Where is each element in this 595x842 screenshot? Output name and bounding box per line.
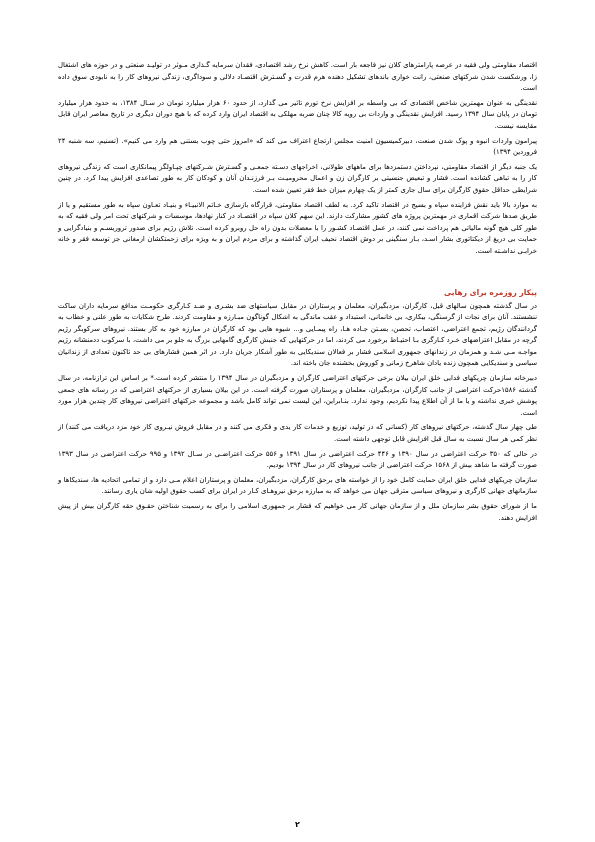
paragraph: پیرامون واردات انبوه و پوک شدن صنعت، دبیرکمیسیون امنیت مجلس ارتجاع اعتراف می کند که «امروز حتی چوب بستنی هم وارد می کنیم». (تسنیم، سه شنبه ۲۴ فروردین ۱۳۹۴) [58, 136, 537, 157]
struggle-section [58, 287, 537, 525]
paragraph: سازمان چریکهای فدایی خلق ایران حمایت کامل خود را از خواسته های برحق کارگران، مزدبگیران، معلمان و پرستاران اعلام مـی دارد و از تمامی اتحادیه ها، سندیکاها و سازمانهای جهانی کارگری و نیروهای سیاسی مترقی جهان می خواهد که به مبارزه برحق نیروهـای کـار در ایران برای کسب حقوق اولیه شان یاری رسانند. [58, 475, 537, 496]
economy-section [58, 60, 537, 258]
paragraph: اقتصاد مقاومتی ولی فقیه در عرصه پارامترهای کلان نیز فاجعه بار است. کاهش نرخ رشد اقتصادی، فقدان سرمایه گـذاری مـوثر در تولیـد صنعتی و در حوزه های اشتغال زا، ورشکست شدن شرکتهای صنعتی، رانت خواری باندهای تشکیل دهنده هرم قدرت و گسـترش اقتصـاد دلالی و سوداگری، زندگی نیروهای کار را به نابودی سوق داده است. [58, 61, 537, 93]
section-spacer [58, 261, 537, 277]
page-number: ۲ [295, 820, 300, 829]
paragraph: در سال گذشته همچون سالهای قبل، کارگران، مزدبگیران، معلمان و پرستاران در مقابل سیاستهای ضد بشـری و ضـد کـارگری حکومـت مدافع سرمایه داران ساکت ننشستند. آنان برای نجات از گرسنگی، بیکاری، بی خانمانی، استبداد و عقب ماندگی به اشکال گوناگون مبـارزه و مقاومت کردند. طرح شکایات به طور علنی و خطاب به گردانندگان رژیم، تجمع اعتراضی، اعتصاب، تحصن، بسـتن جـاده هـا، راه پیمـایی و... شیوه هایی بود که کارگران در مبارزه خود به کار بستند. نیروهای سرکوبگر رژیم گرچه در مقابل اعتراضهای خـرد کـارگری بـا احتیـاط برخورد می کردند، اما در حرکتهایی که جنبش کارگری گامهایی بزرگ به جلو بر می داشت، با سرکوب ددمنشانه رژیم مواجـه مـی شـد و همزمان در زندانهای جمهوری اسلامی فشار بر فعالان سندیکایی به طور آشکار جریان دارد. در اثر همین فشارهای بی حد تاکنون تعدادی از زندانیان سیاسی و سندیکایی همچون زنده یادان شاهرخ زمانی و کوروش بخشنده جان باخته اند. [58, 301, 537, 368]
paragraph: طی چهار سال گذشته، حرکتهای نیروهای کار (کسانی که در تولید، توزیع و خدمات کار یدی و فکری می کنند و در مقابل فروش نیـروی کار خود مزد دریافت می کنند) از نظر کمی هر سال نسبت به سال قبل افزایش قابل توجهی داشته است. [58, 423, 537, 444]
paragraph: ما از شورای حقوق بشر سازمان ملل و از سازمان جهانی کار می خواهیم که فشار بر جمهوری اسلامی را برای به رسمیت شناختن حقـوق حقه کارگران بیش از پیش افزایش دهند. [58, 502, 537, 522]
paragraph: یک جنبه دیگر از اقتصاد مقاومتی، نپرداختن دستمزدها برای ماههای طولانی، اخراجهای دسـته جمعـی و گسـترش شـرکتهای چپـاولگر پیمانکاری است که زندگی نیروهای کار را به تباهی کشانده است. فشار و تبعیض جنسیتی بر کارگران زن و اعمال محرومیـت بـر فرزنـدان آنان و کودکان کار به طور تصاعدی افزایش پیدا کرد. در چنین شرایطی حداقل حقوق کارگران برای سال جاری کمتر از یک چهارم میزان خط فقر تعیین شده است. [58, 162, 537, 194]
paragraph: نقدینگی به عنوان مهمترین شاخص اقتصادی که بی واسطه بر افزایش نرخ تورم تاثیر می گذارد، از حدود ۶۰ هزار میلیارد تومان در سـال ۱۳۸۴، به حدود هزار میلیارد تومان در پایان سال ۱۳۹۴ رسید. افزایش نقدینگی و واردات بی رویه کالا چنان ضربه مهلکی به اقتصاد ایران وارد کرده که با هیچ دوران دیگری در تاریخ معاصر ایران قابل مقایسه نیست. [58, 98, 537, 130]
paragraph: در حالی که ۳۵۰ حرکت اعتراضی در سال ۱۳۹۰ و ۴۴۶ حرکت اعتراضی در سال ۱۳۹۱ و ۵۵۶ حرکت اعتراضـی در سـال ۱۳۹۲ و ۹۹۵ حرکت اعتراضی در سال ۱۳۹۳ صورت گرفته ما شاهد بیش از ۱۵۶۸ حرکت اعتراضی از جانب نیروهای کار در سال ۱۳۹۴ بودیم. [58, 449, 537, 470]
page-content [58, 60, 537, 527]
paragraph: دبیرخانه سازمان چریکهای فدایی خلق ایران بیلان برخی حرکتهای اعتراضی کارگران و مزدبگیران در سال ۱۳۹۴ را منتشر کرده است.* بر اساس این ترازنامه، در سال گذشته ۱۵۸۶حرکت اعتراضی از جانب کارگران، مزدبگیران، معلمان و پرستاران صورت گرفته است. در این بیلان بسیاری از حرکتهای اعتراضی که در رسانه های جمعی پوشش خبری نداشته و یا ما از آن اطلاع پیدا نکردیم، وجود ندارد. بنـابراین، این لیست نمی تواند کامل باشد و مجموعه حرکتهای اعتراضی نیروهای کار چندین هزار مورد است. [58, 374, 537, 417]
paragraph: به موارد بالا باید نقش فزاینده سپاه و بسیج در اقتصاد تاکید کرد. به لطف اقتصاد مقاومتی، قرارگاه بازسازی خـاتم الانبیـاء و بنیـاد تعـاون سپاه به طور مستقیم و یا از طریق صدها شرکت اقماری در مهمترین پروژه های کشور مشارکت دارند. این سهم کلان سپاه در اقتصـاد در کنار نهادها، موسسات و شرکتهای تحت امر ولی فقیه که به طور کلی هیچ گونه مالیاتی هم پرداخت نمی کنند، در عمل اقتصـاد کشـور را با معضلات بدون راه حل روبرو کرده است. تلاش رژیم برای صدور تروریسـم و بنیادگرایی و حمایت بی دریغ از دیکتاتوری بشار اسـد، بـار سنگینی بر دوش اقتصاد نحیف ایران گذاشته و برای مردم ایران و به ویژه برای زحمتکشان ارمغانی جز توسعه فقر و خانه خرابـی نداشـته است. [58, 200, 537, 255]
section-heading: پیکار روزمره برای رهایی [443, 287, 537, 297]
